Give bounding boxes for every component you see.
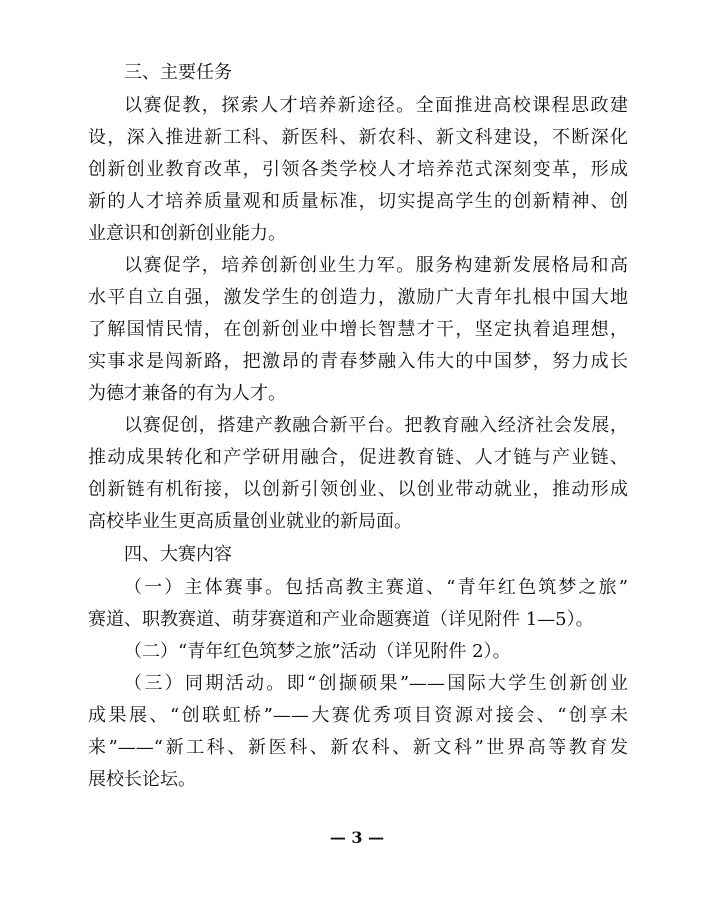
paragraph-line: 创新链有机衔接，以创新引领创业、以创业带动就业，推动形成 [88,479,628,500]
paragraph-line: 以赛促创，搭建产教融合新平台。把教育融入经济社会发展， [124,415,628,436]
paragraph-line: 设，深入推进新工科、新医科、新农科、新文科建设，不断深化 [88,127,628,148]
section-competition-content [88,538,628,796]
paragraph-line: （一）主体赛事。包括高教主赛道、“青年红色筑梦之旅” [124,577,628,598]
paragraph-main-events [88,572,628,636]
paragraph-line: （三）同期活动。即“创撷硕果”——国际大学生创新创业 [124,673,628,694]
paragraph-concurrent-activities [88,668,628,796]
paragraph-line: 展校长论坛。 [88,769,196,790]
paragraph-line: 以赛促学，培养创新创业生力军。服务构建新发展格局和高 [124,255,628,276]
page-number: — 3 — [329,828,385,847]
paragraph-line: 水平自立自强，激发学生的创造力，激励广大青年扎根中国大地 [88,287,628,308]
paragraph-line: 新的人才培养质量观和质量标准，切实提高学生的创新精神、创 [88,191,628,212]
paragraph-teaching [88,90,628,250]
paragraph-line: 了解国情民情，在创新创业中增长智慧才干，坚定执着追理想， [88,319,628,340]
section-heading: 四、大赛内容 [124,544,232,565]
paragraph-line: 业意识和创新创业能力。 [88,223,286,244]
paragraph-innovation [88,410,628,538]
paragraph-line: 创新创业教育改革，引领各类学校人才培养范式深刻变革，形成 [88,159,628,180]
paragraph-line: 来”——“新工科、新医科、新农科、新文科”世界高等教育发 [88,737,628,758]
paragraph-line: 实事求是闯新路，把激昂的青春梦融入伟大的中国梦，努力成长 [88,351,628,372]
paragraph-line: 为德才兼备的有为人才。 [88,383,286,404]
document-body [88,56,628,796]
paragraph-learning [88,250,628,410]
section-heading: 三、主要任务 [124,62,232,83]
paragraph-line: 赛道、职教赛道、萌芽赛道和产业命题赛道（详见附件 1—5）。 [88,609,594,630]
paragraph-line: （二）“青年红色筑梦之旅”活动（详见附件 2）。 [124,641,511,662]
paragraph-line: 以赛促教，探索人才培养新途径。全面推进高校课程思政建 [124,95,628,116]
paragraph-red-journey [88,636,628,668]
paragraph-line: 成果展、“创联虹桥”——大赛优秀项目资源对接会、“创享未 [88,705,628,726]
paragraph-line: 推动成果转化和产学研用融合，促进教育链、人才链与产业链、 [88,447,628,468]
section-main-tasks [88,56,628,538]
paragraph-line: 高校毕业生更高质量创业就业的新局面。 [88,511,412,532]
